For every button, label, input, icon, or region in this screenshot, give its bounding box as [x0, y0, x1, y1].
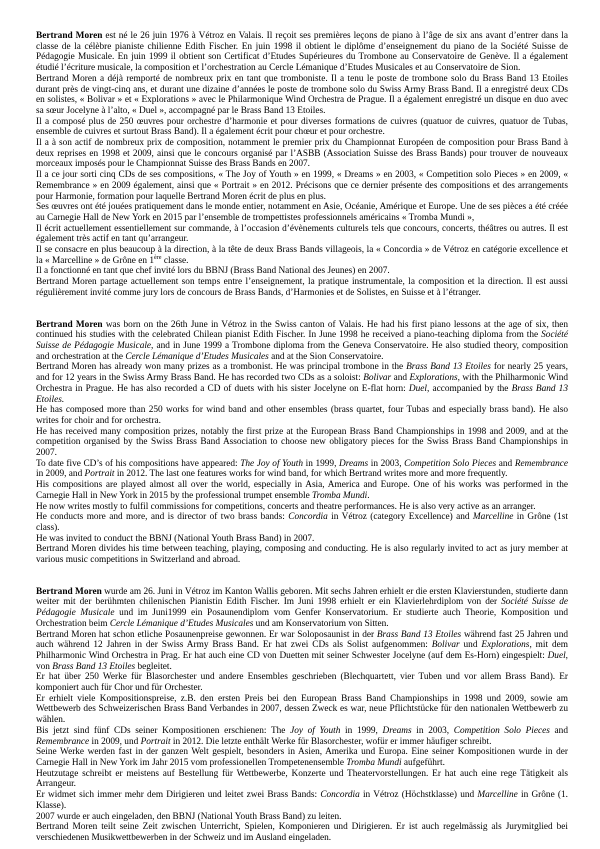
- text-run: Bertrand Moren partage actuellement son temps entre l’enseignement, la pratique instrumentale, la composition et la direction. Il est aussi régulièrement invité comme jury lors de concours de Brass Bands, d’Harmonies et de Solistes, en Suisse et à l’étranger.: [36, 277, 568, 298]
- bio-section-en: [36, 320, 568, 566]
- text-run: Il écrit actuellement essentiellement sur commande, à l’occasion d’évènements culturels tels que concours, concerts, théâtres ou autres. Il est également très actif en tant qu’arrangeur.: [36, 223, 568, 245]
- paragraph: [36, 630, 568, 673]
- text-run: Brass Band 13 Etoiles.: [36, 383, 568, 405]
- text-run: Er hat über 250 Werke für Blasorchester und andere Ensembles geschrieben (Blechquartett, vier Tuben und vor allem Brass Band). Er komponiert auch für Chor und für Orchester.: [36, 672, 568, 694]
- paragraph: [36, 245, 568, 266]
- text-run: He now writes mostly to fulfil commissions for competitions, concerts and theatre performances. He is also very active as an arranger.: [36, 501, 536, 512]
- text-run: He has received many composition prizes, notably the first prize at the European Brass Band Championships in 1998 and 2009, and at the competition organised by the Swiss Brass Band Association to choose new obligatory pieces for the Swiss Brass Band Championships in 2007.: [36, 426, 568, 459]
- text-run: und: [459, 640, 482, 651]
- document-body: [36, 31, 568, 844]
- text-run: Explorations: [481, 640, 530, 651]
- paragraph: [36, 512, 568, 533]
- text-run: in Vétroz (Höchstklasse) und: [359, 790, 478, 801]
- text-run: Bertrand Moren divides his time between teaching, playing, composing and conducting. He is also regularly invited to act as jury member at various music competitions in Switzerland and abroad.: [36, 544, 568, 566]
- text-run: Explorations: [409, 373, 458, 384]
- text-run: in 2003,: [368, 458, 405, 469]
- bio-section-de: [36, 587, 568, 844]
- text-run: Competition Solo Pieces: [453, 725, 550, 736]
- text-run: Er erhielt viele Kompositionspreise, z.B. den ersten Preis bei den European Brass Band Championships in 1998 und 2009, sowie am Wettbewerb des Schweizerischen Brass Band Verbandes in 2007, dessen Zweck es war, neue Pflichtstücke für den nationalen Wettbewerb zu wählen.: [36, 693, 568, 726]
- text-run: begleitet.: [135, 661, 172, 672]
- text-run: Société Suisse de Pédagogie Musicale: [36, 597, 568, 619]
- text-run: in 1999,: [303, 458, 340, 469]
- paragraph: [36, 202, 568, 223]
- paragraph: [36, 480, 568, 501]
- text-run: in 2003,: [411, 725, 454, 736]
- text-run: Il a fonctionné en tant que chef invité lors du BBNJ (Brass Band National des Jeunes) en 2007.: [36, 266, 390, 277]
- paragraph: [36, 117, 568, 138]
- text-run: Marcelline: [477, 790, 518, 801]
- paragraph: [36, 672, 568, 693]
- paragraph: [36, 769, 568, 790]
- text-run: The Joy of Youth: [240, 458, 303, 469]
- paragraph: [36, 224, 568, 245]
- text-run: Bolivar: [431, 640, 460, 651]
- text-run: Seine Werke werden fast in der ganzen Welt gespielt, besonders in Asien, Amerika und Europa. Eine seiner Kompositionen wurde in der Carnegie Hall in New York im Jahr 2015 vom professionellen Trompetenensemble: [36, 747, 568, 768]
- text-run: est né le 26 juin 1976 à Vétroz en Valais. Il reçoit ses premières leçons de piano à l’âge de six ans avant d’entrer dans la classe de la célèbre pianiste chilienne Edith Fischer. En juin 1998 il obtient le diplôme d’enseignement du piano de la Société Suisse de Pédagogie Musicale. En juin 1999 il obtient son Certificat d’Etudes Supérieures du Trombone au Conservatoire de Genève. Il a également étudié l’écriture musicale, la composition et l’orchestration au Cercle Lémanique d’Etudes Musicales et au Conservatoire de Sion.: [36, 31, 569, 74]
- text-run: Portrait: [84, 469, 115, 480]
- text-run: in 1999,: [340, 725, 383, 736]
- text-run: His compositions are played almost all over the world, especially in Asia, America and Europe. One of his works was performed in the Carnegie Hall in New York in 2015 by the professional trumpet ensemble: [36, 480, 568, 501]
- text-run: in 2009, und: [89, 736, 141, 747]
- text-run: , accompanied by the: [426, 383, 512, 394]
- text-run: Bertrand Moren teilt seine Zeit zwischen Unterricht, Spielen, Komponieren und Dirigieren. Er ist auch regelmässig als Jurymitglied bei verschiedenen Musikwettbewerben in der Schweiz und im Ausland eingeladen.: [36, 822, 568, 843]
- paragraph: [36, 694, 568, 726]
- paragraph: [36, 812, 568, 823]
- text-run: Marcelline: [472, 512, 514, 523]
- text-run: und im Juni1999 ein Posaunendiplom vom Genfer Konservatorium. Er studierte auch Theorie, Komposition und Orchestration beim: [36, 608, 569, 629]
- text-run: in Grône (1. Klasse).: [36, 790, 568, 811]
- text-run: in Vétroz (category Excellence) and: [327, 512, 473, 523]
- paragraph: [36, 587, 568, 630]
- text-run: Concordia: [320, 790, 360, 801]
- text-run: Competition Solo Pieces: [404, 458, 497, 469]
- text-run: Er widmet sich immer mehr dem Dirigieren und leitet zwei Brass Bands:: [36, 790, 321, 801]
- text-run: 2007 wurde er auch eingeladen, den BBNJ (National Youth Brass Band) zu leiten.: [36, 811, 342, 822]
- text-run: Dreams: [382, 725, 412, 736]
- paragraph: [36, 170, 568, 202]
- text-run: ère: [153, 253, 162, 261]
- text-run: and: [549, 725, 568, 736]
- text-run: Duel: [408, 383, 427, 394]
- text-run: Joy of Youth: [290, 725, 341, 736]
- paragraph: [36, 320, 568, 363]
- subject-name: Bertrand Moren: [36, 319, 103, 330]
- subject-name: Bertrand Moren: [36, 586, 102, 597]
- text-run: Bertrand Moren hat schon etliche Posaunenpreise gewonnen. Er war Soloposaunist in der: [36, 629, 377, 640]
- paragraph: [36, 266, 568, 277]
- text-run: Cercle Lémanique d’Etudes Musicales: [125, 351, 269, 362]
- text-run: Dreams: [339, 458, 369, 469]
- paragraph: [36, 544, 568, 565]
- text-run: , with the Philharmonic Wind Orchestra in Prague. He has also recorded a CD of duets with his sister Jocelyne on E-flat horn:: [36, 373, 569, 394]
- text-run: for nearly 25 years, and for 12 years in the Swiss Army Brass Band. He has recorded two CDs as a soloist:: [36, 362, 568, 384]
- paragraph: [36, 74, 568, 117]
- paragraph: [36, 822, 568, 843]
- paragraph: [36, 534, 568, 545]
- text-run: Il se consacre en plus beaucoup à la direction, à la tête de deux Brass Bands villageois, la « Concordia » de Vétroz en catégorie excellence et la « Marcelline » de Grône en 1: [36, 245, 568, 266]
- text-run: He has composed more than 250 works for wind band and other ensembles (brass quartet, four Tubas and especially brass band). He also writes for choir and for orchestra.: [36, 405, 568, 426]
- text-run: Il a composé plus de 250 œuvres pour orchestre d’harmonie et pour diverses formations de cuivres (quatuor de cuivres, quatuor de Tubas, ensemble de cuivres et surtout Brass Band). Il a également écrit pour chœur et pour orchestre.: [36, 116, 568, 138]
- text-run: and: [391, 373, 410, 384]
- text-run: in 2012. Die letzte enthält Werke für Blasorchester, wofür er immer häufiger schreibt.: [170, 736, 492, 747]
- paragraph: [36, 138, 568, 170]
- paragraph: [36, 427, 568, 459]
- text-run: in 2009, and: [36, 469, 85, 480]
- text-run: .: [367, 490, 370, 501]
- text-run: and in June 1999 a Trombone diploma from the Geneva Conservatoire. He also studied theory, composition and orchestration at the: [36, 340, 568, 362]
- paragraph: [36, 747, 568, 768]
- text-run: , mit dem Philharmonic Wind Orchestra in Prag. Er hat auch eine CD von Duetten mit seiner Schwester Jocelyne (auf dem Es-Horn) eingespielt:: [36, 640, 568, 661]
- text-run: während fast 25 Jahren und auch während 12 Jahren in der Swiss Army Brass Band. Er hat zwei CDs als Solist aufgenommen:: [36, 629, 568, 651]
- paragraph: [36, 459, 568, 480]
- text-run: Il a à son actif de nombreux prix de composition, notamment le premier prix du Championnat Européen de composition pour Brass Band à deux reprises en 1998 et 2009, ainsi que le concours organisé par l’ASBB (Association Suisse des Brass Bands) pour trouver de nouveaux morceaux imposés pour le Championnat Suisse des Brass Bands en 2007.: [36, 138, 568, 170]
- text-run: To date five CD’s of his compositions have appeared:: [36, 458, 241, 469]
- text-run: classe.: [161, 255, 189, 266]
- text-run: Il a ce jour sorti cinq CDs de ses compositions, « The Joy of Youth » en 1999, « Dreams » en 2003, « Competition solo Pieces » en 2009, « Remembrance » en 2009 également, ainsi que « Portrait » en 2012. Précisons que ce dernier présente des compositions et des arrangements pour Harmonie, formation pour laquelle Bertrand Moren écrit de plus en plus.: [36, 170, 568, 202]
- text-run: and: [496, 458, 515, 469]
- text-run: He was invited to conduct the BBNJ (National Youth Brass Band) in 2007.: [36, 533, 315, 544]
- paragraph: [36, 502, 568, 513]
- paragraph: [36, 790, 568, 811]
- text-run: Portrait: [140, 736, 171, 747]
- text-run: Concordia: [288, 512, 328, 523]
- text-run: aufgeführt.: [401, 758, 445, 768]
- text-run: Bertrand Moren has already won many prizes as a trombonist. He was principal trombone in the: [36, 362, 407, 373]
- text-run: Remembrance: [514, 458, 569, 469]
- text-run: was born on the 26th June in Vétroz in the Swiss canton of Valais. He had his first piano lessons at the age of six, then continued his studies with the celebrated Chilean pianist Edith Fischer. In June 1998 he received a piano-teaching diploma from the: [36, 319, 569, 341]
- text-run: in Grône (1st class).: [36, 512, 568, 533]
- subject-name: Bertrand Moren: [36, 31, 103, 41]
- paragraph: [36, 726, 568, 747]
- text-run: in 2012. The last one features works for wind band, for which Bertrand writes more and more frequently.: [114, 469, 508, 480]
- text-run: Remembrance: [36, 736, 90, 747]
- text-run: Ses œuvres ont été jouées pratiquement dans le monde entier, notamment en Asie, Océanie, Amérique et Europe. Une de ses pièces a été créée au Carnegie Hall de New York en 2015 par l’ensemble de trompettistes professionnels américains « Tromba Mundi »,: [36, 202, 568, 223]
- text-run: Tromba Mundi: [346, 758, 402, 768]
- text-run: Bolivar: [363, 373, 392, 384]
- text-run: , von: [36, 650, 568, 672]
- text-run: wurde am 26. Juni in Vétroz im Kanton Wallis geboren. Mit sechs Jahren erhielt er die ersten Klavierstunden, studierte dann weiter mit der berühmten chilenischen Pianistin Edith Fischer. Im Juni 1998 erhielt er ein Klavierlehrdiplom von der: [36, 586, 569, 608]
- text-run: Duel: [547, 650, 566, 661]
- text-run: Tromba Mundi: [312, 490, 368, 501]
- paragraph: [36, 362, 568, 405]
- text-run: Brass Band 13 Etoiles: [52, 661, 136, 672]
- text-run: Brass Band 13 Etoiles: [406, 362, 491, 373]
- text-run: Bertrand Moren a déjà remporté de nombreux prix en tant que tromboniste. Il a tenu le poste de trombone solo du Brass Band 13 Etoiles durant près de vingt-cinq ans, et durant une dizaine d’années le poste de trombone solo du Swiss Army Brass Band. Il a enregistré deux CDs en solistes, « Bolivar » et « Explorations » avec le Philarmonique Wind Orchestra de Prague. Il a également enregistré un disque en duo avec sa sœur Jocelyne à l’alto, « Duel », accompagné par le Brass Band 13 Etoiles.: [36, 73, 568, 116]
- text-run: He conducts more and more, and is director of two brass bands:: [36, 512, 289, 523]
- paragraph: [36, 277, 568, 298]
- text-run: and at the Sion Conservatoire.: [268, 351, 384, 362]
- text-run: Société Suisse de Pédagogie Musicale,: [36, 330, 568, 351]
- text-run: Heutzutage schreibt er meistens auf Bestellung für Wettbewerbe, Konzerte und Theatervorstellungen. Er hat auch eine rege Tätigkeit als Arrangeur.: [36, 768, 568, 790]
- text-run: Bis jetzt sind fünf CDs seiner Kompositionen erschienen: The: [36, 725, 291, 736]
- paragraph: [36, 405, 568, 426]
- text-run: Cercle Lémanique d’Etudes Musicales: [109, 618, 254, 629]
- text-run: Brass Band 13 Etoiles: [376, 629, 462, 640]
- text-run: und am Konservatorium von Sitten.: [253, 618, 389, 629]
- bio-section-fr: [36, 31, 568, 299]
- paragraph: [36, 31, 568, 74]
